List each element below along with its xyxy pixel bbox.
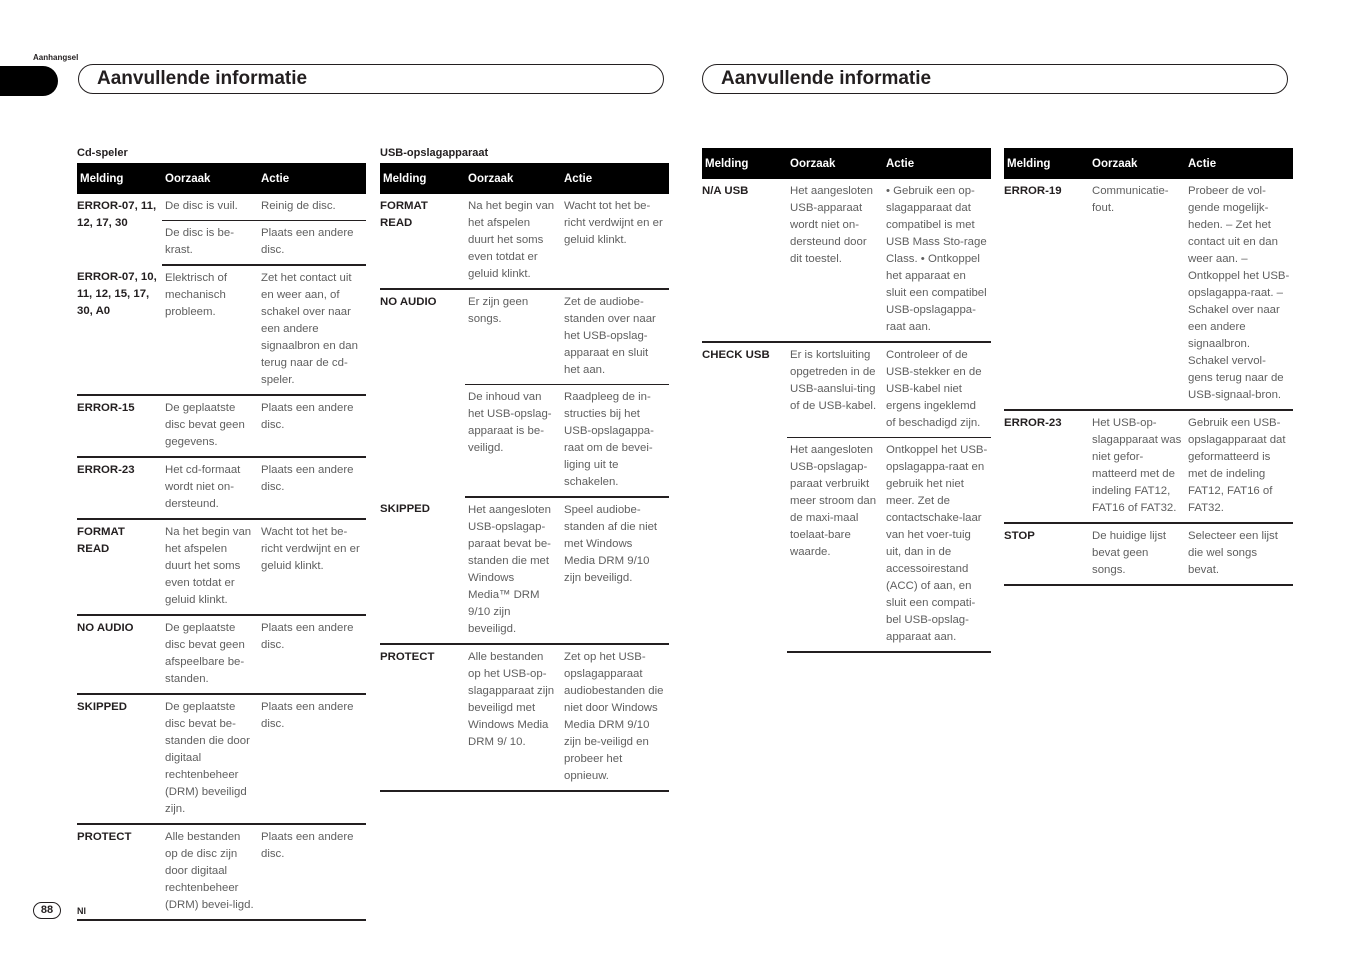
- table-row: [1004, 179, 1293, 410]
- message-cell: STOP: [1004, 523, 1089, 585]
- table-header-row: [77, 163, 366, 194]
- table-row: [702, 179, 991, 342]
- cause-cell: Elektrisch of mechanisch probleem.: [162, 265, 258, 395]
- message-cell: ERROR-23: [77, 457, 162, 519]
- message-cell: FORMAT READ: [380, 194, 465, 289]
- action-cell: • Gebruik een op-slagapparaat dat compatibel is met USB Mass Sto-rage Class. • Ontkoppel het apparaat en sluit een compatibel USB-opslagappa-raat aan.: [883, 179, 991, 342]
- section-label: Aanhangsel: [33, 53, 79, 62]
- action-cell: Selecteer een lijst die wel songs bevat.: [1185, 523, 1293, 585]
- side-tab-marker: [0, 66, 58, 96]
- header-actie: Actie: [1185, 148, 1293, 179]
- cause-cell: Er is kortsluiting opgetreden in de USB-aanslui-ting of de USB-kabel.: [787, 342, 883, 438]
- action-cell: Ontkoppel het USB-opslagappa-raat en gebruik het niet meer. Zet de contactschake-laar van het voer-tuig uit, dan in de accessoirestand (ACC) of aan, en sluit een compati-bel USB-opslag-apparaat aan.: [883, 438, 991, 653]
- header-actie: Actie: [258, 163, 366, 194]
- message-cell: CHECK USB: [702, 349, 770, 361]
- action-cell: Probeer de vol-gende mogelijk-heden. – Zet het contact uit en dan weer aan. – Ontkoppel het USB-opslagappa-raat. – Schakel over naar een andere signaalbron. Schakel vervol-gens terug naar de USB-signaal-bron.: [1185, 179, 1293, 410]
- cause-cell: Er zijn geen songs.: [465, 289, 561, 385]
- action-cell: Plaats een andere disc.: [258, 824, 366, 920]
- cd-player-caption: Cd-speler: [77, 147, 128, 159]
- usb-storage-table-2: [702, 148, 991, 653]
- cause-cell: Alle bestanden op de disc zijn door digitaal rechtenbeheer (DRM) bevei-ligd.: [162, 824, 258, 920]
- usb-storage-table: [380, 163, 669, 792]
- table-header-row: [1004, 148, 1293, 179]
- message-cell: ERROR-19: [1004, 179, 1089, 410]
- action-cell: Raadpleeg de in-structies bij het USB-opslagappa-raat om de bevei-liging uit te schakelen.: [561, 385, 669, 498]
- action-cell: Wacht tot het be-richt verdwijnt en er geluid klinkt.: [561, 194, 669, 289]
- message-cell: ERROR-15: [77, 395, 162, 457]
- cause-cell: Het USB-op-slagapparaat was niet gefor-matteerd met de indeling FAT12, FAT16 of FAT32.: [1089, 410, 1185, 523]
- header-melding: Melding: [702, 148, 787, 179]
- action-cell: Plaats een andere disc.: [258, 457, 366, 519]
- table-header-row: [380, 163, 669, 194]
- cause-cell: De geplaatste disc bevat geen afspeelbare be-standen.: [162, 615, 258, 694]
- header-oorzaak: Oorzaak: [1089, 148, 1185, 179]
- action-cell: Wacht tot het be-richt verdwijnt en er geluid klinkt.: [258, 519, 366, 615]
- usb-storage-section: [380, 146, 669, 792]
- cause-cell: Het aangesloten USB-opslagap-paraat verbruikt meer stroom dan de maxi-maal toelaat-bare waarde.: [787, 438, 883, 653]
- cause-cell: Communicatie-fout.: [1089, 179, 1185, 410]
- message-cell: ERROR-07, 11, 12, 17, 30: [77, 200, 157, 229]
- action-cell: Plaats een andere disc.: [258, 221, 366, 266]
- table-header-row: [702, 148, 991, 179]
- cause-cell: De huidige lijst bevat geen songs.: [1089, 523, 1185, 585]
- cause-cell: De disc is vuil.: [162, 194, 258, 221]
- usb-storage-table-3: [1004, 148, 1293, 586]
- action-cell: Reinig de disc.: [258, 194, 366, 221]
- usb-storage-section-2: [702, 148, 991, 653]
- message-cell: NO AUDIO: [380, 296, 437, 308]
- cause-cell: Na het begin van het afspelen duurt het soms even totdat er geluid klinkt.: [465, 194, 561, 289]
- action-cell: Plaats een andere disc.: [258, 615, 366, 694]
- cause-cell: Het aangesloten USB-apparaat wordt niet on-dersteund door dit toestel.: [787, 179, 883, 342]
- table-row: [77, 265, 366, 395]
- message-cell: ERROR-23: [1004, 410, 1089, 523]
- message-cell: NO AUDIO: [77, 615, 162, 694]
- table-row: [1004, 523, 1293, 585]
- header-oorzaak: Oorzaak: [162, 163, 258, 194]
- page-title-left: Aanvullende informatie: [78, 64, 664, 94]
- cause-cell: Alle bestanden op het USB-op-slagapparaat zijn beveiligd met Windows Media DRM 9/ 10.: [465, 644, 561, 791]
- cause-cell: De geplaatste disc bevat geen gegevens.: [162, 395, 258, 457]
- table-row: [380, 194, 669, 289]
- action-cell: Speel audiobe-standen af die niet met Windows Media DRM 9/10 zijn beveiligd.: [561, 497, 669, 644]
- table-row: [77, 519, 366, 615]
- header-melding: Melding: [77, 163, 162, 194]
- message-cell: PROTECT: [380, 644, 465, 791]
- table-row: [380, 497, 669, 644]
- message-cell: PROTECT: [77, 824, 162, 920]
- action-cell: Gebruik een USB-opslagapparaat dat geformatteerd is met de indeling FAT12, FAT16 of FAT32.: [1185, 410, 1293, 523]
- language-code: Nl: [77, 906, 86, 916]
- message-cell: FORMAT READ: [77, 519, 162, 615]
- header-actie: Actie: [883, 148, 991, 179]
- table-row: [380, 644, 669, 791]
- table-row: [1004, 410, 1293, 523]
- header-melding: Melding: [1004, 148, 1089, 179]
- cause-cell: De inhoud van het USB-opslag-apparaat is be-veiligd.: [465, 385, 561, 498]
- cause-cell: De geplaatste disc bevat be-standen die door digitaal rechtenbeheer (DRM) beveiligd zijn.: [162, 694, 258, 824]
- cd-player-section: [77, 146, 366, 921]
- usb-storage-caption: USB-opslagapparaat: [380, 147, 489, 159]
- cause-cell: Na het begin van het afspelen duurt het soms even totdat er geluid klinkt.: [162, 519, 258, 615]
- message-cell: ERROR-07, 10, 11, 12, 15, 17, 30, A0: [77, 265, 162, 395]
- header-melding: Melding: [380, 163, 465, 194]
- cause-cell: Het cd-formaat wordt niet on-dersteund.: [162, 457, 258, 519]
- header-actie: Actie: [561, 163, 669, 194]
- header-oorzaak: Oorzaak: [787, 148, 883, 179]
- header-oorzaak: Oorzaak: [465, 163, 561, 194]
- table-row: [77, 824, 366, 920]
- message-cell: SKIPPED: [77, 694, 162, 824]
- action-cell: Zet de audiobe-standen over naar het USB-opslag-apparaat en sluit het aan.: [561, 289, 669, 385]
- action-cell: Zet op het USB-opslagapparaat audiobestanden die niet door Windows Media DRM 9/10 zijn be-veiligd en probeer het opnieuw.: [561, 644, 669, 791]
- message-cell: SKIPPED: [380, 497, 465, 644]
- table-row: [77, 194, 366, 221]
- page-title-right: Aanvullende informatie: [702, 64, 1288, 94]
- table-row: [77, 395, 366, 457]
- cd-player-table: [77, 163, 366, 921]
- table-row: [77, 615, 366, 694]
- action-cell: Controleer of de USB-stekker en de USB-kabel niet ergens ingeklemd of beschadigd zijn.: [883, 342, 991, 438]
- cause-cell: Het aangesloten USB-opslagap-paraat bevat be-standen die met Windows Media™ DRM 9/10 zijn beveiligd.: [465, 497, 561, 644]
- usb-storage-section-3: [1004, 148, 1293, 586]
- message-cell: N/A USB: [702, 179, 787, 342]
- action-cell: Zet het contact uit en weer aan, of schakel over naar een andere signaalbron en dan terug naar de cd-speler.: [258, 265, 366, 395]
- page-number: 88: [33, 902, 61, 919]
- action-cell: Plaats een andere disc.: [258, 694, 366, 824]
- table-row: [702, 342, 991, 438]
- action-cell: Plaats een andere disc.: [258, 395, 366, 457]
- table-row: [380, 289, 669, 385]
- table-row: [77, 694, 366, 824]
- table-row: [77, 457, 366, 519]
- cause-cell: De disc is be-krast.: [162, 221, 258, 266]
